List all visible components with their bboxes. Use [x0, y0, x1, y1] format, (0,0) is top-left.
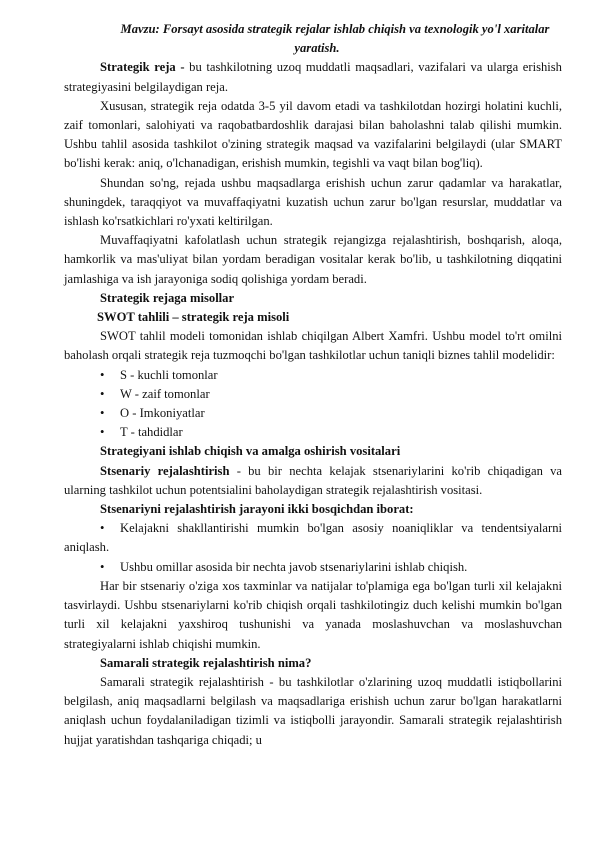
scenario-definition-text: - bu bir nechta kelajak stsenariylarini ko'rib chiqadigan va ularning tashkilot uchun potentsialini baholaydigan strategik rejalashtirish vositasi. [64, 463, 562, 497]
stage-text-2: Ushbu omillar asosida bir nechta javob stsenariylarini ishlab chiqish. [120, 559, 468, 574]
paragraph-scenario-description: Har bir stsenariy o'ziga xos taxminlar va natijalar to'plamiga ega bo'lgan turli xil kelajakni tasvirlaydi. Ushbu stsenariylarni ko'rib chiqish orqali tashkilotingiz duch kelishi mumkin bo'lgan turli xil kelajakni yaxshiroq tushunishi va yanada moslashuvchan va moslashuvchan strategiyalarni ishlab chiqishi mumkin. [64, 578, 562, 651]
paragraph-strategic-plan-definition [64, 58, 562, 96]
definition-text: bu tashkilotning uzoq muddatli maqsadlari, vazifalari va ularga erishish strategiyasini belgilaydigan reja. [64, 60, 562, 94]
bullet-icon: • [100, 559, 105, 574]
heading-plan-examples: Strategik rejaga misollar [100, 290, 235, 305]
page-title: Mavzu: Forsayt asosida strategik rejalar ishlab chiqish va texnologik yo'l xaritalar yaratish. [120, 22, 550, 56]
paragraph-swot-model: SWOT tahlil modeli tomonidan ishlab chiqilgan Albert Xamfri. Ushbu model to'rt omilni baholash orqali strategik reja tuzmoqchi bo'lgan tashkilotlar uchun taniqli biznes tahlil modelidir: [64, 329, 562, 363]
paragraph-success-tools: Muvaffaqiyatni kafolatlash uchun strategik rejangizga rejalashtirish, boshqarish, aloqa, hamkorlik va mas'uliyat bilan yordam beradigan vositalar kerak bo'lib, u tashkilotning diqqatini jamlashiga va ish jarayoniga sodiq qolishiga yordam beradi. [64, 233, 562, 286]
paragraph-scenario-planning [64, 462, 562, 500]
swot-list [64, 366, 562, 443]
stage-item-2 [64, 558, 562, 577]
paragraph-plan-steps: Shundan so'ng, rejada ushbu maqsadlarga erishish uchun zarur qadamlar va harakatlar, shuningdek, taraqqiyot va muvaffaqiyatni kuzatish uchun zarur bo'lgan resurslar, muddatlar va ishlash ko'rsatkichlari ro'yxati keltirilgan. [64, 175, 562, 229]
heading-swot-example: SWOT tahlili – strategik reja misoli [97, 310, 290, 325]
heading-effective-planning: Samarali strategik rejalashtirish nima? [100, 655, 312, 670]
stage-text-1: Kelajakni shakllantirishi mumkin bo'lgan asosiy noaniqliklar va tendentsiyalarni aniqlash. [64, 521, 562, 555]
swot-item-strengths: • S - kuchli tomonlar [64, 366, 562, 385]
swot-item-weaknesses: • W - zaif tomonlar [64, 385, 562, 404]
term-scenario-planning: Stsenariy rejalashtirish [100, 463, 230, 478]
stage-item-1 [64, 519, 562, 557]
heading-scenario-stages: Stsenariyni rejalashtirish jarayoni ikki bosqichdan iborat: [100, 502, 414, 517]
term-strategic-plan: Strategik reja - [100, 60, 185, 75]
swot-item-threats: • T - tahdidlar [64, 423, 562, 442]
bullet-icon: • [100, 521, 105, 536]
swot-item-opportunities: • O - Imkoniyatlar [64, 404, 562, 423]
paragraph-strategic-plan-duration: Xususan, strategik reja odatda 3-5 yil davom etadi va tashkilotdan hozirgi holatini kuchli, zaif tomonlari, salohiyati va raqobatbardoshlik darajasi bilan baholashni talab qilishi mumkin. Ushbu tahlil asosida tashkilot o'zining strategik maqsad va vazifalarini belgilaydi (ular SMART bo'lishi kerak: aniq, o'lchanadigan, erishish mumkin, tegishli va vaqt bilan bog'liq). [64, 98, 562, 171]
heading-strategy-tools: Strategiyani ishlab chiqish va amalga oshirish vositalari [100, 444, 401, 459]
paragraph-effective-planning: Samarali strategik rejalashtirish - bu tashkilotlar o'zlarining uzoq muddatli istiqbollarini belgilash, aniq maqsadlarni belgilash va maqsadlariga erishish uchun zarur bo'lgan harakatlarni aniqlash uchun foydalaniladigan tizimli va istiqbolli jarayondir. Samarali strategik rejalashtirish hujjat yaratishdan tashqariga chiqadi; u [64, 674, 562, 747]
